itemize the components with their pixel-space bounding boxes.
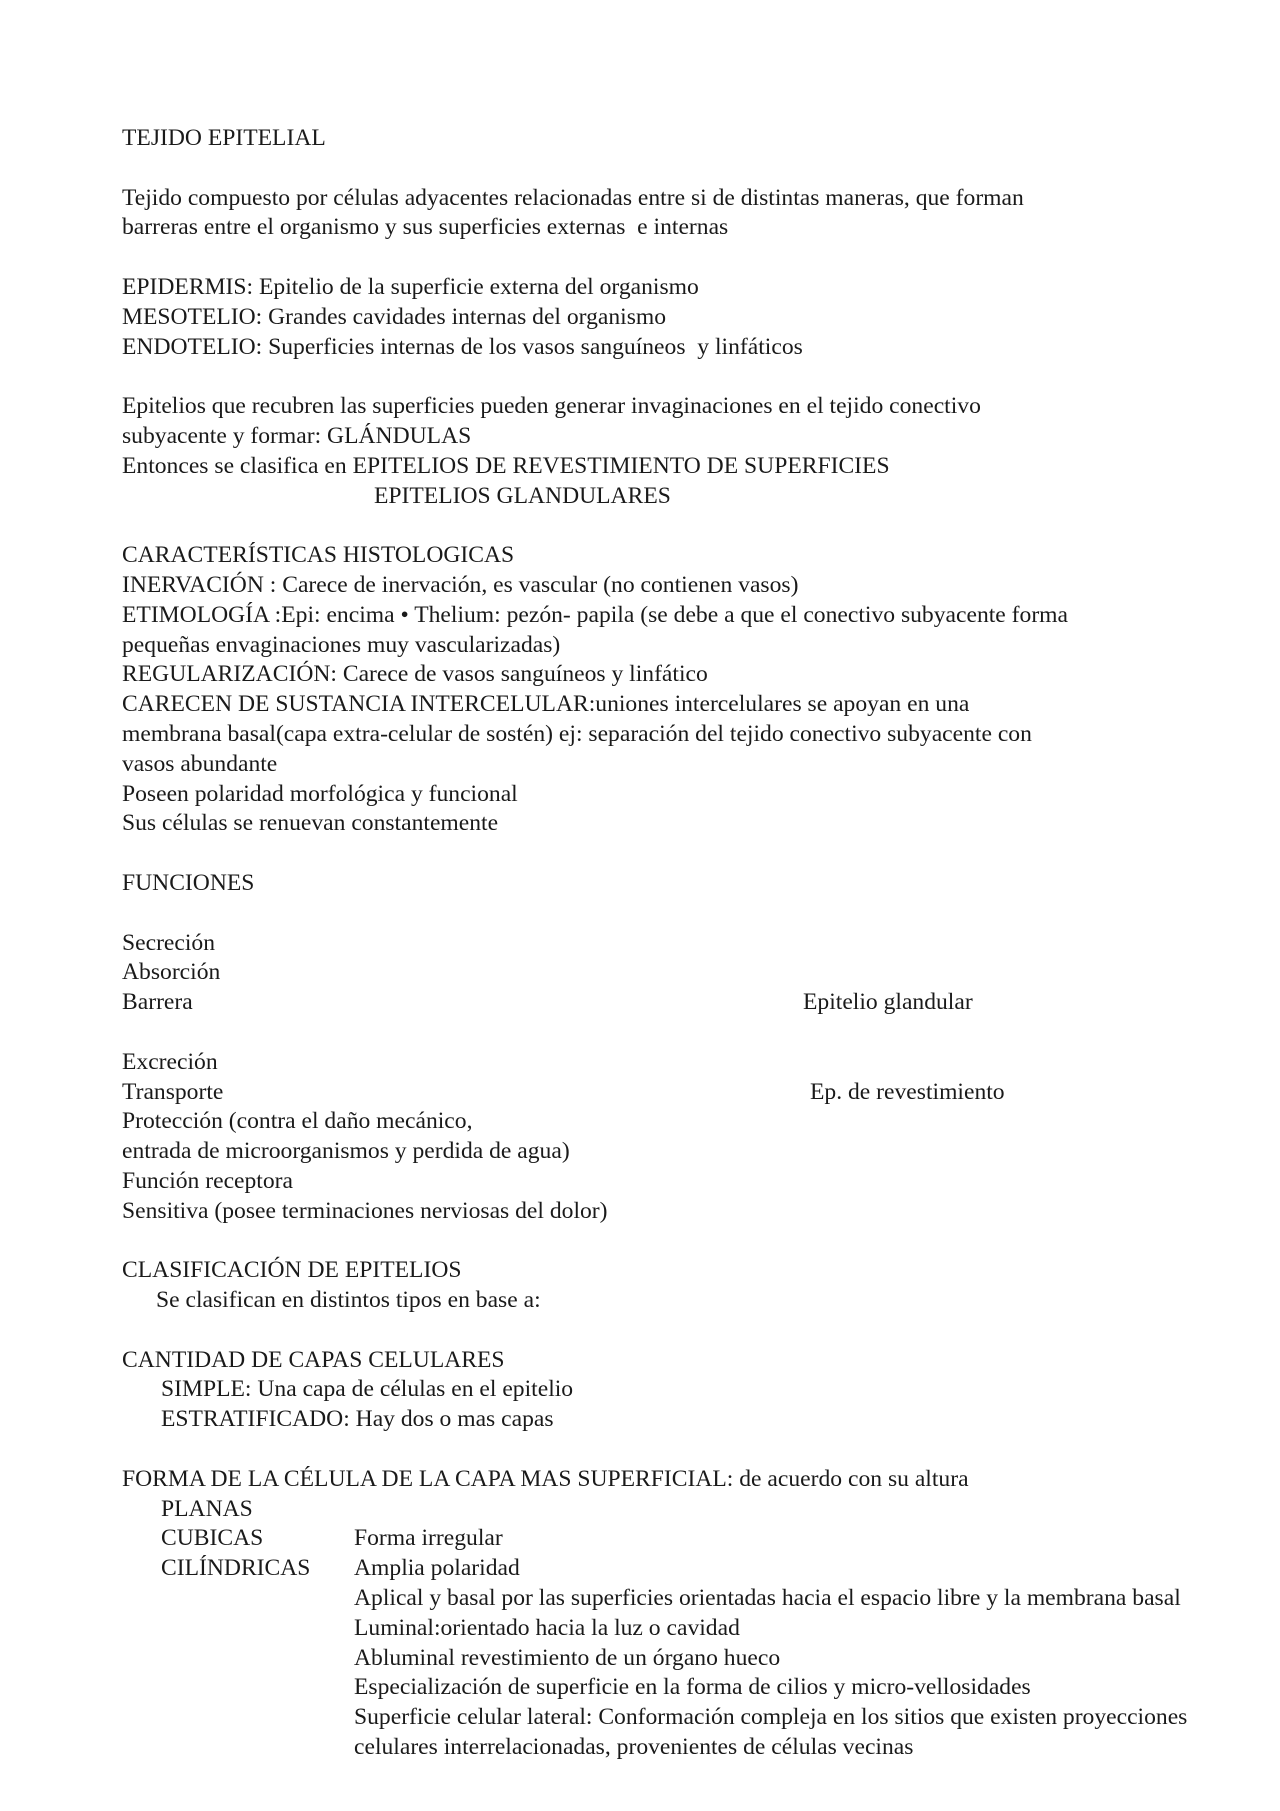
spacer bbox=[122, 1226, 1267, 1256]
shape-type-cubicas: CUBICAS bbox=[161, 1525, 264, 1552]
function-item: Secreción bbox=[122, 929, 216, 956]
function-item: Transporte bbox=[122, 1078, 224, 1105]
layers-item-estratificado: ESTRATIFICADO: Hay dos o mas capas bbox=[161, 1406, 554, 1433]
function-item: Sensitiva (posee terminaciones nerviosas del dolor) bbox=[122, 1197, 608, 1224]
layers-item-simple: SIMPLE: Una capa de células en el epitelio bbox=[161, 1376, 574, 1403]
definition-endotelio: ENDOTELIO: Superficies internas de los vasos sanguíneos y linfáticos bbox=[122, 333, 803, 360]
spacer bbox=[122, 362, 1267, 392]
shape-note: Aplical y basal por las superficies orientadas hacia el espacio libre y la membrana basal bbox=[354, 1585, 1181, 1612]
characteristics-line: pequeñas envaginaciones muy vascularizadas) bbox=[122, 631, 561, 658]
shape-note: Luminal:orientado hacia la luz o cavidad bbox=[354, 1614, 740, 1641]
intro-line: Tejido compuesto por células adyacentes relacionadas entre si de distintas maneras, que forman bbox=[122, 184, 1024, 211]
document-page bbox=[122, 124, 1267, 1763]
shape-note: Amplia polaridad bbox=[354, 1555, 520, 1582]
shape-row bbox=[122, 1524, 1267, 1554]
function-item: Excreción bbox=[122, 1048, 218, 1075]
document-title: TEJIDO EPITELIAL bbox=[122, 125, 326, 151]
spacer bbox=[122, 1435, 1267, 1465]
shape-row bbox=[122, 1495, 1267, 1525]
characteristics-line: INERVACIÓN : Carece de inervación, es vascular (no contienen vasos) bbox=[122, 571, 799, 598]
function-group-label-glandular: Epitelio glandular bbox=[803, 989, 973, 1016]
spacer bbox=[122, 1018, 1267, 1048]
classification-subheading: Se clasifican en distintos tipos en base a: bbox=[156, 1287, 541, 1314]
shape-note: Especialización de superficie en la forma de cilios y micro-vellosidades bbox=[354, 1674, 1031, 1701]
glands-line: EPITELIOS GLANDULARES bbox=[374, 482, 671, 509]
spacer bbox=[122, 243, 1267, 273]
characteristics-line: vasos abundante bbox=[122, 750, 278, 777]
classification-heading: CLASIFICACIÓN DE EPITELIOS bbox=[122, 1257, 462, 1284]
function-row bbox=[122, 1078, 1267, 1108]
function-item: Protección (contra el daño mecánico, bbox=[122, 1108, 473, 1135]
function-item: Absorción bbox=[122, 959, 221, 986]
shape-note bbox=[354, 1495, 1267, 1525]
spacer bbox=[122, 154, 1267, 184]
characteristics-line: membrana basal(capa extra-celular de sostén) ej: separación del tejido conectivo subyacente con bbox=[122, 720, 1032, 747]
shape-note: Superficie celular lateral: Conformación compleja en los sitios que existen proyecciones bbox=[354, 1704, 1188, 1731]
shape-heading: FORMA DE LA CÉLULA DE LA CAPA MAS SUPERFICIAL: de acuerdo con su altura bbox=[122, 1465, 969, 1492]
spacer bbox=[122, 511, 1267, 541]
shape-type-cilindricas: CILÍNDRICAS bbox=[161, 1555, 311, 1582]
characteristics-line: Sus células se renuevan constantemente bbox=[122, 810, 499, 837]
function-row bbox=[122, 988, 1267, 1018]
shape-note: Forma irregular bbox=[354, 1525, 503, 1552]
characteristics-line: REGULARIZACIÓN: Carece de vasos sanguíneos y linfático bbox=[122, 661, 708, 688]
spacer bbox=[122, 1316, 1267, 1346]
function-group-label-revestimiento: Ep. de revestimiento bbox=[810, 1078, 1005, 1105]
definition-epidermis: EPIDERMIS: Epitelio de la superficie externa del organismo bbox=[122, 273, 699, 300]
glands-line: Entonces se clasifica en EPITELIOS DE REVESTIMIENTO DE SUPERFICIES bbox=[122, 452, 890, 479]
spacer bbox=[122, 839, 1267, 869]
functions-heading: FUNCIONES bbox=[122, 869, 255, 896]
shape-type-planas: PLANAS bbox=[161, 1495, 253, 1522]
shape-note: celulares interrelacionadas, provenientes de células vecinas bbox=[354, 1734, 914, 1761]
spacer bbox=[122, 899, 1267, 929]
function-item: Barrera bbox=[122, 989, 193, 1016]
intro-line: barreras entre el organismo y sus superficies externas e internas bbox=[122, 214, 729, 241]
glands-line: subyacente y formar: GLÁNDULAS bbox=[122, 422, 472, 449]
characteristics-line: CARECEN DE SUSTANCIA INTERCELULAR:uniones intercelulares se apoyan en una bbox=[122, 691, 970, 718]
function-item: entrada de microorganismos y perdida de agua) bbox=[122, 1138, 570, 1165]
shape-row bbox=[122, 1554, 1267, 1584]
definition-mesotelio: MESOTELIO: Grandes cavidades internas del organismo bbox=[122, 303, 667, 330]
glands-line: Epitelios que recubren las superficies pueden generar invaginaciones en el tejido conectivo bbox=[122, 393, 981, 420]
characteristics-heading: CARACTERÍSTICAS HISTOLOGICAS bbox=[122, 542, 515, 569]
layers-heading: CANTIDAD DE CAPAS CELULARES bbox=[122, 1346, 505, 1373]
characteristics-line: ETIMOLOGÍA :Epi: encima • Thelium: pezón- papila (se debe a que el conectivo subyacente forma bbox=[122, 601, 1068, 628]
function-item: Función receptora bbox=[122, 1167, 293, 1194]
shape-note: Abluminal revestimiento de un órgano hueco bbox=[354, 1644, 781, 1671]
characteristics-line: Poseen polaridad morfológica y funcional bbox=[122, 780, 518, 807]
